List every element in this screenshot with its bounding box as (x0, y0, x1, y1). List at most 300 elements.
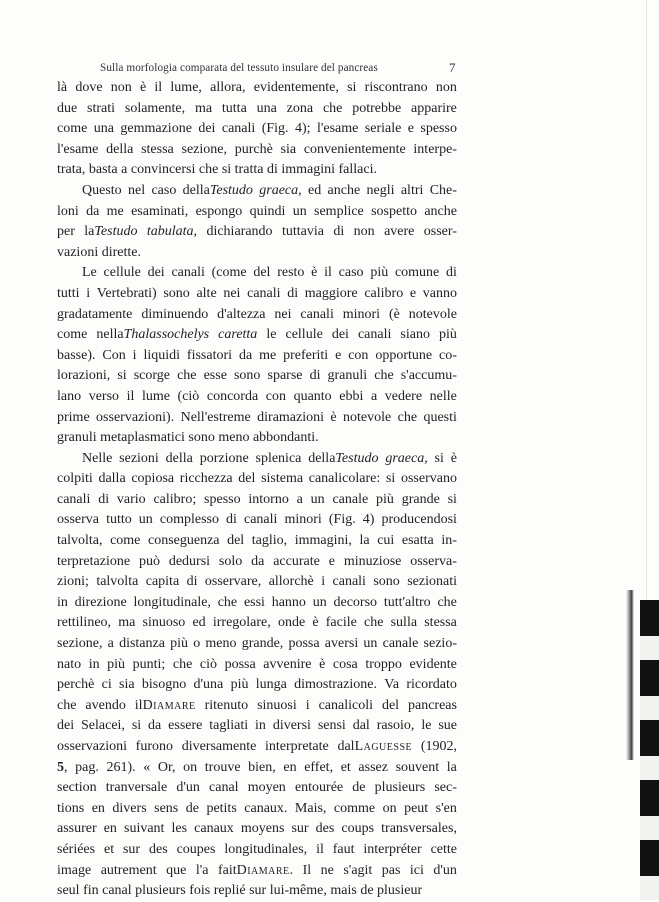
text-run: rasoio, (376, 718, 415, 734)
text-run: siano (400, 327, 430, 343)
text-run: prime (57, 409, 90, 425)
text-word (104, 840, 114, 861)
text-run: pag. (75, 759, 99, 775)
text-run: de (352, 780, 366, 796)
text-run: dalla (98, 471, 126, 487)
text-run: s'en (435, 800, 457, 816)
text-word (244, 799, 287, 820)
text-run: seriale (364, 121, 402, 137)
text-word (163, 284, 189, 305)
text-word (57, 634, 102, 655)
text-run: si (131, 718, 142, 734)
text-run: taglio, (251, 533, 288, 549)
text-run: « (143, 759, 151, 775)
text-run: ebbi (339, 388, 364, 404)
text-word (123, 840, 140, 861)
author-name: Laguesse (354, 739, 413, 754)
text-word (283, 346, 328, 367)
text-run: sono (233, 368, 261, 384)
text-run: canale (332, 491, 369, 507)
text-run: fois (189, 883, 211, 899)
text-word (101, 861, 157, 882)
text-run: trata, (57, 162, 86, 178)
text-run: in (255, 718, 266, 734)
text-run: immagini, (294, 533, 352, 549)
text-word (377, 716, 415, 737)
text-run: esatta (401, 533, 434, 549)
text-line (57, 202, 457, 223)
text-word (262, 119, 289, 140)
text-line (57, 387, 457, 408)
text-run: sistema (261, 471, 304, 487)
text-run: sia (119, 677, 135, 693)
text-run: cellule (285, 327, 323, 343)
text-word (438, 716, 457, 737)
text-run: i (132, 347, 137, 363)
text-word (317, 119, 358, 140)
text-line (57, 613, 457, 634)
text-word (182, 140, 227, 161)
text-word (110, 531, 140, 552)
text-word (451, 449, 457, 470)
text-word (244, 593, 265, 614)
text-word (408, 696, 457, 717)
text-word (104, 263, 141, 284)
text-run: que (166, 862, 187, 878)
text-run: si (221, 162, 232, 178)
text-word (257, 99, 277, 120)
text-word (277, 263, 304, 284)
text-word (195, 99, 212, 120)
italic-term: Thalassochelys (123, 327, 210, 343)
text-run: del (227, 533, 245, 549)
text-run: esaminati, (131, 203, 189, 219)
text-word (196, 284, 216, 305)
text-word (57, 222, 75, 243)
text-run: tagliati (209, 718, 249, 734)
text-run: ma (118, 615, 136, 631)
text-run: in- (441, 533, 457, 549)
text-run: terpretazione (57, 553, 131, 569)
text-word (248, 778, 286, 799)
text-word (328, 366, 368, 387)
text-word (409, 655, 456, 676)
text-line (57, 408, 457, 429)
text-word (57, 366, 110, 387)
text-run: più (170, 636, 189, 652)
scan-edge-strip (640, 600, 659, 900)
text-word (295, 531, 352, 552)
text-word (170, 634, 188, 655)
text-word (212, 263, 247, 284)
text-word (57, 819, 97, 840)
text-run: che (374, 368, 394, 384)
text-word (411, 99, 457, 120)
text-word (430, 387, 457, 408)
text-run: canaux. (244, 800, 288, 816)
text-run: dei (147, 265, 165, 281)
text-run: la (84, 224, 95, 240)
text-run: metaplasmatici (100, 430, 185, 446)
text-run: un (363, 636, 378, 652)
text-run: conseguenza (147, 533, 220, 549)
text-word (395, 263, 439, 284)
text-run: di (309, 368, 321, 384)
text-run: il (316, 841, 324, 857)
text-run: da (148, 718, 162, 734)
text-run: è (312, 615, 319, 631)
text-run: con (348, 347, 369, 363)
text-run: faut (332, 841, 355, 857)
text-word (424, 634, 457, 655)
text-run: osserva (57, 512, 99, 528)
text-word (148, 716, 161, 737)
text-word (402, 531, 434, 552)
text-word (57, 408, 90, 429)
text-word (127, 387, 135, 408)
text-word (57, 325, 87, 346)
text-run: e (328, 553, 335, 569)
text-word (177, 840, 216, 861)
text-word (87, 99, 115, 120)
text-word (57, 160, 89, 181)
text-run: i (305, 697, 310, 713)
text-word (384, 222, 414, 243)
text-run: dei (198, 121, 216, 137)
text-word (200, 655, 217, 676)
text-run: il (126, 388, 135, 404)
text-word (148, 263, 165, 284)
text-word (176, 778, 200, 799)
text-word (227, 531, 244, 552)
italic-term: graeca (385, 450, 425, 466)
text-run: opportune (375, 347, 433, 363)
text-run: ricordato (406, 677, 457, 693)
text-run: tranversale (105, 780, 168, 796)
text-run: on (183, 759, 198, 775)
text-word (57, 758, 68, 779)
text-word (272, 593, 306, 614)
text-run: che (198, 162, 219, 178)
text-run: interpe- (413, 141, 457, 157)
text-run: talvolta (96, 574, 139, 590)
text-run: potrebbe (352, 100, 402, 116)
text-word (332, 490, 368, 511)
text-word (89, 160, 121, 181)
text-run: osservazioni (57, 739, 127, 754)
text-run: meno (218, 430, 250, 446)
text-word (214, 881, 249, 902)
text-word (57, 490, 90, 511)
text-word (128, 181, 145, 202)
text-word (244, 510, 277, 531)
text-word (57, 778, 97, 799)
text-run: caso (338, 265, 364, 281)
italic-term: caretta (218, 327, 258, 343)
text-word (282, 222, 324, 243)
text-run: splenica (255, 450, 302, 466)
text-line (57, 181, 457, 202)
text-run: che (397, 409, 418, 425)
text-word (370, 263, 388, 284)
text-run: meno (205, 636, 237, 652)
text-run: bisogno (141, 677, 187, 693)
text-word (341, 758, 351, 779)
text-word (273, 552, 320, 573)
text-word (206, 799, 236, 820)
text-run: d'altezza (217, 306, 266, 322)
text-run: trouve (204, 759, 241, 775)
text-run: diramazioni (257, 409, 325, 425)
text-word (423, 408, 456, 429)
text-run: ma (194, 100, 213, 116)
text-run: 4) (362, 512, 375, 528)
text-word (182, 737, 257, 758)
text-word (172, 819, 188, 840)
text-run: canali (332, 574, 366, 590)
text-word (303, 861, 312, 882)
text-word (98, 490, 109, 511)
text-run: et (103, 841, 115, 857)
text-word (102, 346, 125, 367)
text-word (226, 510, 237, 531)
text-run: assurer (57, 821, 97, 837)
text-word (210, 78, 245, 99)
text-word (300, 305, 333, 326)
text-run: Con (102, 347, 126, 363)
text-run: interpréter (363, 841, 422, 857)
text-word (402, 490, 440, 511)
text-word (131, 202, 188, 223)
text-run: il (154, 80, 163, 95)
text-word (410, 552, 457, 573)
text-word (168, 716, 202, 737)
text-run: canalicolare: (308, 471, 381, 487)
text-line (57, 531, 457, 552)
text-run: complesso (159, 512, 219, 528)
text-word (106, 510, 132, 531)
text-run: questi (423, 409, 457, 425)
text-word (82, 449, 112, 470)
text-word (118, 613, 135, 634)
text-line (57, 799, 457, 820)
text-run: , (193, 224, 198, 240)
text-run: nelle (429, 388, 457, 404)
text-run: che (57, 697, 77, 713)
text-word (169, 552, 210, 573)
text-word (334, 799, 375, 820)
text-run: calibro; (153, 491, 197, 507)
text-word (365, 119, 402, 140)
text-word (436, 799, 457, 820)
text-run: cette (430, 841, 457, 857)
text-run: ed (307, 182, 322, 198)
text-run: canalicoli (318, 697, 373, 713)
text-word (382, 696, 399, 717)
text-word (218, 861, 293, 882)
text-word (187, 346, 232, 367)
text-word (196, 202, 243, 223)
text-run: diminuendo (141, 306, 209, 322)
text-word (149, 840, 168, 861)
text-run: preferiti (283, 347, 329, 363)
text-word (106, 758, 135, 779)
text-word (304, 758, 333, 779)
running-title: Sulla morfologia comparata del tessuto insulare del pancreas (100, 62, 378, 74)
text-run: ici (409, 862, 424, 878)
text-word (204, 366, 227, 387)
text-word (75, 78, 102, 99)
scan-edge-shadow (626, 590, 634, 760)
text-word (92, 799, 105, 820)
text-run: lorazioni, (57, 368, 111, 384)
text-run: dal (352, 718, 370, 734)
text-run: in (57, 594, 68, 610)
text-word (314, 202, 364, 223)
text-run: del (253, 265, 271, 281)
text-run: 4); (294, 121, 311, 137)
text-word (143, 346, 180, 367)
text-word (57, 613, 111, 634)
text-word (177, 366, 196, 387)
text-run: fait (217, 862, 237, 878)
text-run: canali (243, 512, 278, 528)
text-run: il (134, 697, 143, 713)
text-run: canali (171, 265, 205, 281)
text-line (57, 778, 457, 799)
text-run: di (333, 224, 345, 240)
text-word (409, 305, 457, 326)
text-word (385, 449, 427, 470)
text-run: sec- (434, 780, 457, 796)
text-word (421, 716, 431, 737)
text-line (57, 325, 457, 346)
text-run: peut (404, 800, 429, 816)
text-word (186, 799, 199, 820)
text-run: a (121, 162, 128, 178)
text-word (222, 99, 247, 120)
text-word (57, 696, 76, 717)
text-word (196, 861, 209, 882)
text-word (339, 387, 363, 408)
text-word (124, 819, 164, 840)
text-word (421, 737, 457, 758)
text-word (192, 613, 205, 634)
text-run: lume (141, 388, 170, 404)
text-word (339, 263, 364, 284)
text-run: la (446, 759, 457, 775)
text-run: di (98, 491, 110, 507)
text-run: possa (224, 656, 256, 672)
text-run: più (230, 677, 249, 693)
text-word (439, 346, 457, 367)
text-run: lano (57, 388, 82, 404)
text-word (371, 387, 377, 408)
text-word (57, 119, 87, 140)
text-word (89, 387, 119, 408)
text-run: di (446, 265, 457, 281)
text-run: è (311, 265, 318, 281)
text-word (205, 634, 236, 655)
text-word (434, 778, 457, 799)
text-run: seul (57, 883, 80, 899)
italic-term: tabulata (146, 224, 194, 240)
text-word (133, 655, 166, 676)
text-run: osservare, (204, 574, 262, 590)
text-word (112, 799, 146, 820)
text-word (354, 222, 375, 243)
text-word (224, 840, 307, 861)
text-run: tutti (57, 285, 80, 301)
author-name: Diamare (142, 697, 196, 713)
text-word (82, 263, 97, 284)
text-run: plusieurs (374, 780, 426, 796)
text-run: diversi (272, 718, 311, 734)
text-word (57, 140, 98, 161)
text-run: 261). (106, 759, 136, 775)
text-word (147, 222, 197, 243)
text-word (326, 613, 357, 634)
text-run: nella (96, 327, 124, 343)
text-word (435, 449, 444, 470)
text-word (96, 325, 209, 346)
text-word (218, 428, 253, 449)
text-word (363, 634, 377, 655)
text-word (57, 202, 79, 223)
text-run: si (434, 450, 444, 466)
text-line (57, 510, 457, 531)
text-run: osservano (400, 471, 457, 487)
text-word (365, 655, 402, 676)
text-word (140, 78, 146, 99)
text-run: pas (381, 862, 401, 878)
text-word (431, 840, 457, 861)
text-word (391, 613, 417, 634)
text-run: da (86, 203, 100, 219)
text-word (257, 408, 324, 429)
text-run: , (298, 182, 302, 198)
text-run: quindi (249, 203, 286, 219)
text-run: ritenuto (204, 697, 249, 713)
text-run: in (88, 656, 100, 672)
text-line (57, 305, 457, 326)
text-word (316, 819, 335, 840)
text-run: sezioni (119, 450, 159, 466)
text-run: Il (302, 862, 312, 878)
text-run: si (447, 491, 457, 507)
text-line (57, 737, 457, 758)
text-word (430, 181, 457, 202)
text-run: longitudinales, (224, 841, 308, 857)
text-run: d'un (433, 862, 457, 878)
text-word (382, 510, 457, 531)
text-run: fallaci. (338, 162, 377, 178)
text-word (437, 593, 456, 614)
text-run: canaux (194, 821, 234, 837)
text-run: di (266, 162, 278, 178)
text-line (57, 716, 457, 737)
text-word (270, 881, 331, 902)
text-word (287, 99, 313, 120)
text-word (347, 78, 356, 99)
text-run: en (103, 821, 117, 837)
text-run: (Fig. (261, 121, 289, 137)
text-word (343, 408, 391, 429)
text-word (57, 510, 99, 531)
text-word (259, 181, 301, 202)
text-run: , (424, 450, 428, 466)
text-word (339, 160, 377, 181)
